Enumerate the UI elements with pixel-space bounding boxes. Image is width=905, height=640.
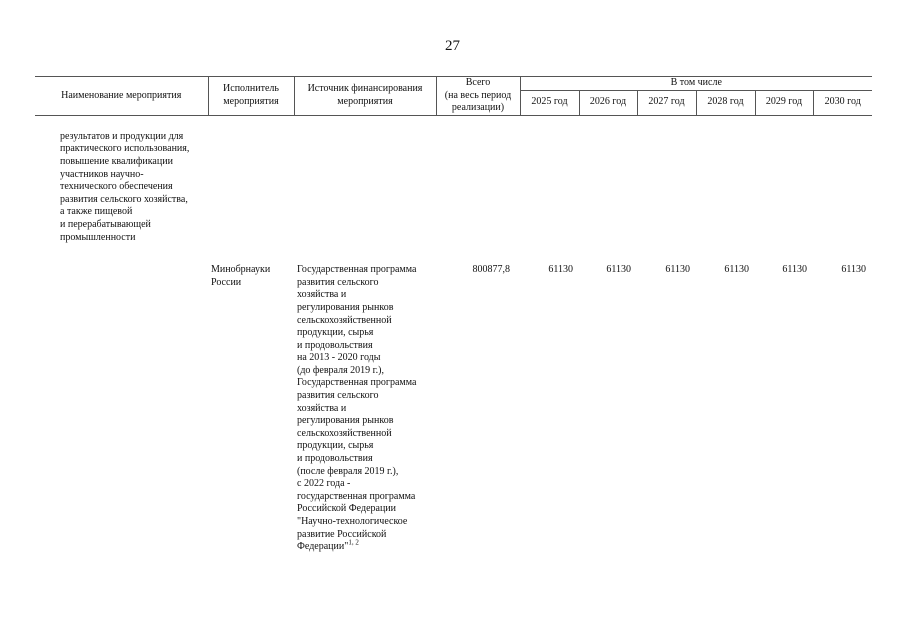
table-row bbox=[35, 115, 872, 244]
value-2028: 61130 bbox=[724, 264, 749, 276]
header-year-2030: 2030 год bbox=[813, 90, 872, 115]
value-2029: 61130 bbox=[782, 264, 807, 276]
table-row bbox=[35, 244, 872, 554]
funding-source-cell: Государственная программа развития сельского хозяйства и регулирования рынков сельскохозяйственной продукции, сырья и продовольствия на 2013 - 2020 годы (до февраля 2019 г.), Государственная программа развития сельского хозяйства и регулирования рынков сельскохозяйственной продукции, сырья и продовольствия (после февраля 2019 г.), с 2022 года - государственная программа Российской Федерации "Научно-технологическое развитие Российской Федерации"$^{1, 2}$ bbox=[297, 264, 417, 553]
header-total: Всего (на весь период реализации) bbox=[436, 77, 520, 116]
header-year-2026: 2026 год bbox=[579, 90, 637, 115]
value-2030: 61130 bbox=[841, 264, 867, 276]
header-year-2027: 2027 год bbox=[637, 90, 696, 115]
value-2025: 61130 bbox=[548, 264, 573, 276]
total-value: 800877,8 bbox=[472, 264, 510, 276]
page-number: 27 bbox=[445, 38, 460, 54]
header-executor: Исполнитель мероприятия bbox=[208, 77, 294, 116]
header-year-2028: 2028 год bbox=[696, 90, 755, 115]
financing-table bbox=[35, 76, 872, 554]
header-source: Источник финансирования мероприятия bbox=[294, 77, 436, 116]
header-year-2029: 2029 год bbox=[755, 90, 813, 115]
activity-name: результатов и продукции для практического использования, повышение квалификации участников научно- технического обеспечения развития сельского хозяйства, а также пищевой и перерабатывающей промышленности bbox=[60, 130, 190, 243]
header-name: Наименование мероприятия bbox=[35, 77, 208, 116]
header-including: В том числе bbox=[520, 77, 872, 91]
value-2027: 61130 bbox=[665, 264, 690, 276]
value-2026: 61130 bbox=[606, 264, 631, 276]
header-year-2025: 2025 год bbox=[520, 90, 579, 115]
footnote-marker: 1, 2 bbox=[348, 538, 359, 547]
executor-cell: Минобрнауки России bbox=[211, 264, 271, 288]
